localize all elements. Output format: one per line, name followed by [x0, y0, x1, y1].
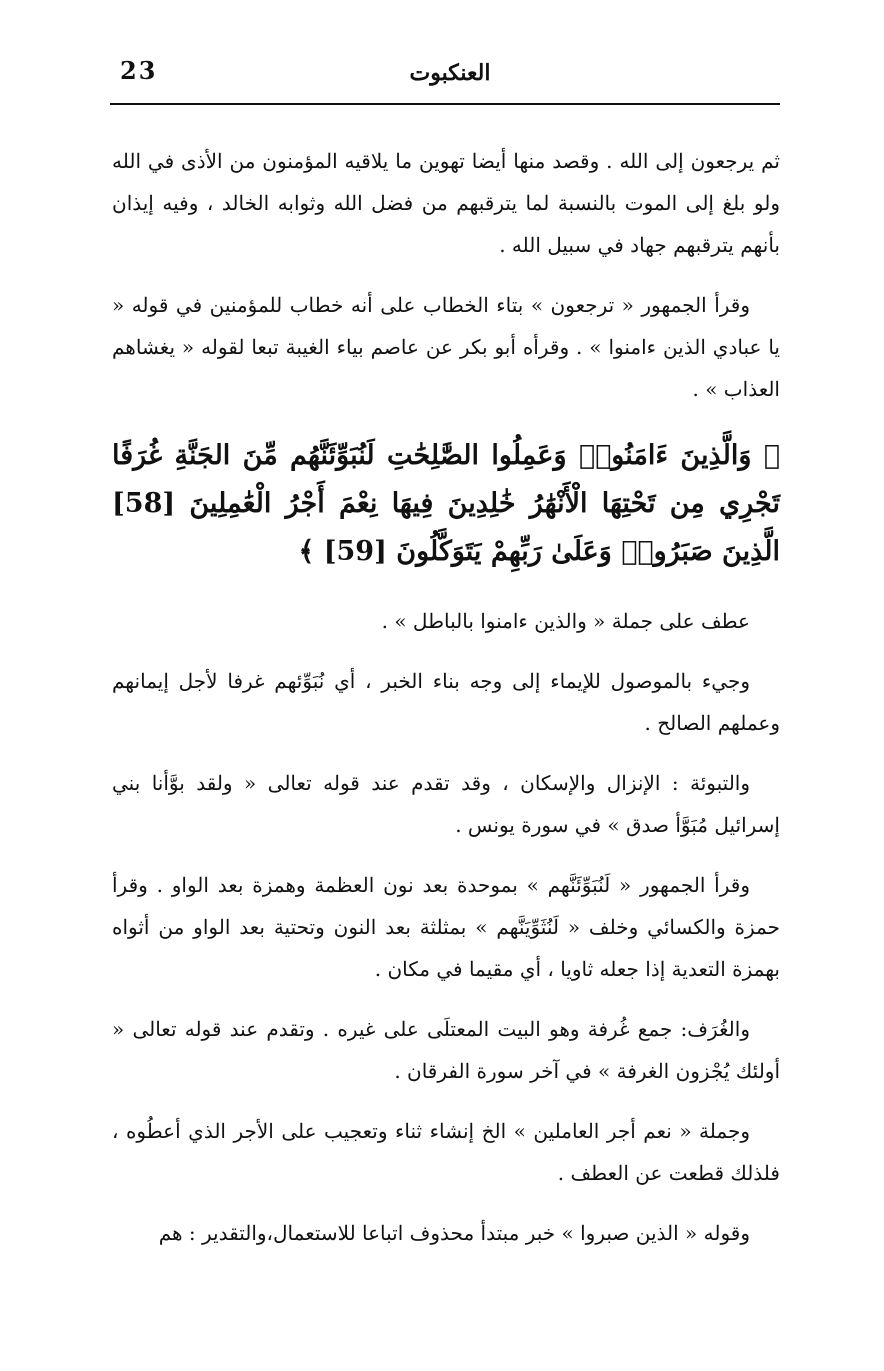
- page-header: [120, 56, 780, 100]
- commentary-3: والتبوئة : الإنزال والإسكان ، وقد تقدم عند قوله تعالى « ولقد بوَّأنا بني إسرائيل مُبَوَّأ صدق » في سورة يونس .: [112, 771, 780, 837]
- commentary-1: عطف على جملة « والذين ءامنوا بالباطل » .: [381, 609, 750, 633]
- quran-verse: ﴿ وَالَّذِينَ ءَامَنُوا۟ وَعَمِلُوا الصَّٰلِحَٰتِ لَنُبَوِّئَنَّهُم مِّنَ الجَنَّةِ غُرَفًا تَجْرِي مِن تَحْتِهَا الْأَنْهَٰرُ خَٰلِدِينَ فِيهَا نِعْمَ أَجْرُ الْعَٰمِلِينَ [58] الَّذِينَ صَبَرُوا۟ وَعَلَىٰ رَبِّهِمْ يَتَوَكَّلُونَ [59] ﴾: [112, 440, 780, 567]
- paragraph-1: ثم يرجعون إلى الله . وقصد منها أيضا تهوين ما يلاقيه المؤمنون من الأذى في الله ولو بلغ إلى الموت بالنسبة لما يترقبهم من فضل الله وثوابه الخالد ، وفيه إيذان بأنهم يترقبهم جهاد في سبيل الله .: [112, 149, 780, 257]
- commentary-7: وقوله « الذين صبروا » خبر مبتدأ محذوف اتباعا للاستعمال،والتقدير : هم: [158, 1221, 750, 1245]
- commentary-5: والغُرَف: جمع غُرفة وهو البيت المعتلَى على غيره . وتقدم عند قوله تعالى « أولئك يُجْزون الغرفة » في آخر سورة الفرقان .: [112, 1017, 780, 1083]
- running-title: العنكبوت: [409, 60, 491, 86]
- page-number: 23: [120, 56, 158, 85]
- commentary-2: وجيء بالموصول للإيماء إلى وجه بناء الخبر ، أي نُبَوِّئهم غرفا لأجل إيمانهم وعملهم الصالح .: [112, 669, 780, 735]
- header-rule: [110, 103, 780, 105]
- page-body: [112, 140, 780, 1272]
- commentary-4: وقرأ الجمهور « لَنُبَوِّئَنَّهم » بموحدة بعد نون العظمة وهمزة بعد الواو . وقرأ حمزة والكسائي وخلف « لَنُثَوِّيَنَّهم » بمثلثة بعد النون وتحتية بعد الواو من أثواه بهمزة التعدية إذا جعله ثاويا ، أي مقيما في مكان .: [112, 873, 780, 981]
- paragraph-2: وقرأ الجمهور « ترجعون » بتاء الخطاب على أنه خطاب للمؤمنين في قوله « يا عبادي الذين ءامنوا » . وقرأه أبو بكر عن عاصم بياء الغيبة تبعا لقوله « يغشاهم العذاب » .: [112, 293, 780, 401]
- commentary-6: وجملة « نعم أجر العاملين » الخ إنشاء ثناء وتعجيب على الأجر الذي أعطُوه ، فلذلك قطعت عن العطف .: [112, 1119, 780, 1185]
